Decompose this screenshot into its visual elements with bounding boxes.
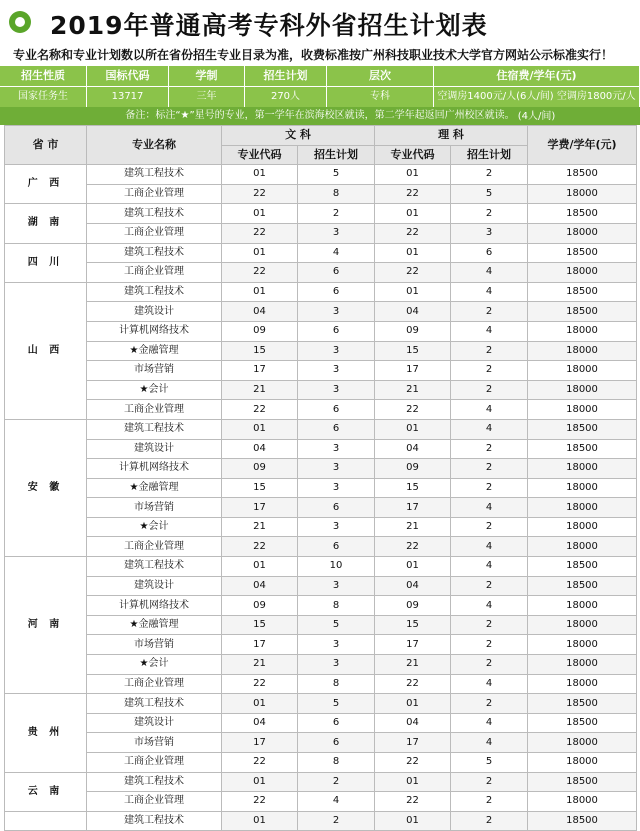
table-row [5, 674, 637, 694]
wenke-plan-cell: 6 [298, 321, 375, 341]
like-plan-cell: 2 [451, 655, 528, 675]
wenke-plan-cell: 3 [298, 459, 375, 479]
info-value-cell: 三年 [169, 87, 245, 107]
wenke-code-cell: 01 [222, 772, 298, 792]
table-row [5, 772, 637, 792]
like-code-cell: 22 [375, 184, 451, 204]
table-row [5, 635, 637, 655]
major-cell: 建筑工程技术 [87, 204, 222, 224]
header-like: 理 科 [375, 126, 528, 146]
like-code-cell: 22 [375, 753, 451, 773]
table-row [5, 243, 637, 263]
wenke-code-cell: 22 [222, 753, 298, 773]
like-code-cell: 09 [375, 459, 451, 479]
like-code-cell: 01 [375, 557, 451, 577]
major-cell: 建筑设计 [87, 713, 222, 733]
like-code-cell: 15 [375, 478, 451, 498]
like-code-cell: 15 [375, 615, 451, 635]
info-header-cell: 层次 [327, 66, 434, 86]
like-code-cell: 21 [375, 655, 451, 675]
province-cell: 四 川 [5, 243, 87, 282]
enrollment-table [4, 125, 637, 831]
like-code-cell: 01 [375, 811, 451, 831]
header-major: 专业名称 [87, 126, 222, 165]
info-header-cell: 住宿费/学年(元) [434, 66, 640, 86]
wenke-code-cell: 15 [222, 341, 298, 361]
table-row [5, 517, 637, 537]
wenke-plan-cell: 2 [298, 204, 375, 224]
like-code-cell: 01 [375, 204, 451, 224]
wenke-code-cell: 04 [222, 302, 298, 322]
header-wenke-plan: 招生计划 [298, 145, 375, 165]
fee-cell: 18000 [528, 674, 637, 694]
wenke-code-cell: 01 [222, 165, 298, 185]
major-cell: 计算机网络技术 [87, 596, 222, 616]
wenke-code-cell: 01 [222, 204, 298, 224]
table-body [5, 165, 637, 831]
wenke-plan-cell: 8 [298, 184, 375, 204]
like-code-cell: 17 [375, 635, 451, 655]
province-cell: 安 徽 [5, 419, 87, 556]
wenke-code-cell: 15 [222, 478, 298, 498]
wenke-plan-cell: 3 [298, 223, 375, 243]
like-code-cell: 17 [375, 733, 451, 753]
major-cell: 建筑工程技术 [87, 557, 222, 577]
wenke-plan-cell: 3 [298, 361, 375, 381]
table-row [5, 694, 637, 714]
like-plan-cell: 4 [451, 263, 528, 283]
fee-cell: 18000 [528, 615, 637, 635]
fee-cell: 18500 [528, 713, 637, 733]
major-cell: 市场营销 [87, 635, 222, 655]
table-row [5, 361, 637, 381]
like-code-cell: 15 [375, 341, 451, 361]
fee-cell: 18000 [528, 498, 637, 518]
like-code-cell: 01 [375, 243, 451, 263]
like-plan-cell: 4 [451, 733, 528, 753]
wenke-plan-cell: 6 [298, 282, 375, 302]
info-value-cell: 270人 [245, 87, 327, 107]
header-fee: 学费/学年(元) [528, 126, 637, 165]
major-cell: ★金融管理 [87, 615, 222, 635]
like-plan-cell: 5 [451, 184, 528, 204]
remark-line: 备注：标注“★”星号的专业，第一学年在滨海校区就读，第二学年起返回广州校区就读。 [0, 107, 640, 125]
table-row [5, 184, 637, 204]
like-plan-cell: 2 [451, 772, 528, 792]
like-code-cell: 22 [375, 537, 451, 557]
like-code-cell: 09 [375, 596, 451, 616]
table-row [5, 811, 637, 831]
wenke-code-cell: 04 [222, 713, 298, 733]
major-cell: ★会计 [87, 655, 222, 675]
wenke-plan-cell: 6 [298, 713, 375, 733]
wenke-code-cell: 04 [222, 576, 298, 596]
major-cell: ★会计 [87, 517, 222, 537]
header-wenke-code: 专业代码 [222, 145, 298, 165]
wenke-code-cell: 17 [222, 498, 298, 518]
fee-cell: 18000 [528, 223, 637, 243]
fee-cell: 18000 [528, 792, 637, 812]
info-value-cell: 国家任务生 [0, 87, 87, 107]
major-cell: 市场营销 [87, 361, 222, 381]
fee-cell: 18000 [528, 517, 637, 537]
like-plan-cell: 4 [451, 713, 528, 733]
table-row [5, 733, 637, 753]
like-plan-cell: 4 [451, 674, 528, 694]
major-cell: 市场营销 [87, 498, 222, 518]
table-row [5, 557, 637, 577]
like-plan-cell: 2 [451, 459, 528, 479]
table-row [5, 302, 637, 322]
wenke-plan-cell: 6 [298, 537, 375, 557]
table-row [5, 439, 637, 459]
fee-cell: 18500 [528, 419, 637, 439]
wenke-code-cell: 17 [222, 635, 298, 655]
fee-cell: 18500 [528, 694, 637, 714]
header-like-plan: 招生计划 [451, 145, 528, 165]
like-plan-cell: 4 [451, 557, 528, 577]
wenke-plan-cell: 6 [298, 400, 375, 420]
table-row [5, 576, 637, 596]
like-plan-cell: 2 [451, 204, 528, 224]
like-plan-cell: 2 [451, 811, 528, 831]
page-title: 2019年普通高考专科外省招生计划表 [50, 11, 488, 40]
table-row [5, 713, 637, 733]
like-plan-cell: 2 [451, 576, 528, 596]
table-row [5, 498, 637, 518]
major-cell: 建筑工程技术 [87, 694, 222, 714]
info-header-row [0, 66, 640, 86]
major-cell: 工商企业管理 [87, 753, 222, 773]
fee-cell: 18500 [528, 302, 637, 322]
info-value-cell: 专科 [327, 87, 434, 107]
province-cell: 河 南 [5, 557, 87, 694]
like-code-cell: 01 [375, 419, 451, 439]
fee-cell: 18500 [528, 576, 637, 596]
table-row [5, 655, 637, 675]
province-cell: 贵 州 [5, 694, 87, 772]
wenke-plan-cell: 2 [298, 772, 375, 792]
like-code-cell: 17 [375, 361, 451, 381]
info-header-cell: 国标代码 [87, 66, 169, 86]
like-code-cell: 04 [375, 302, 451, 322]
like-code-cell: 01 [375, 165, 451, 185]
table-row [5, 753, 637, 773]
circle-bullet-icon [9, 11, 31, 33]
table-row [5, 380, 637, 400]
wenke-code-cell: 22 [222, 263, 298, 283]
wenke-plan-cell: 3 [298, 635, 375, 655]
major-cell: 工商企业管理 [87, 223, 222, 243]
wenke-plan-cell: 8 [298, 674, 375, 694]
like-code-cell: 04 [375, 439, 451, 459]
like-plan-cell: 4 [451, 498, 528, 518]
wenke-code-cell: 09 [222, 459, 298, 479]
major-cell: 工商企业管理 [87, 184, 222, 204]
wenke-code-cell: 04 [222, 439, 298, 459]
fee-cell: 18000 [528, 321, 637, 341]
like-code-cell: 22 [375, 792, 451, 812]
major-cell: 工商企业管理 [87, 537, 222, 557]
major-cell: 建筑工程技术 [87, 811, 222, 831]
fee-cell: 18500 [528, 811, 637, 831]
info-header-cell: 招生性质 [0, 66, 87, 86]
wenke-plan-cell: 3 [298, 517, 375, 537]
table-row [5, 459, 637, 479]
wenke-plan-cell: 3 [298, 478, 375, 498]
table-row [5, 537, 637, 557]
wenke-code-cell: 01 [222, 811, 298, 831]
major-cell: 建筑工程技术 [87, 282, 222, 302]
info-value-cell: 空调房1400元/人(6人/间) 空调房1800元/人(4人/间) [434, 87, 640, 107]
like-plan-cell: 5 [451, 753, 528, 773]
fee-cell: 18000 [528, 400, 637, 420]
wenke-code-cell: 17 [222, 361, 298, 381]
like-code-cell: 01 [375, 282, 451, 302]
fee-cell: 18000 [528, 478, 637, 498]
wenke-plan-cell: 5 [298, 694, 375, 714]
wenke-plan-cell: 6 [298, 733, 375, 753]
wenke-plan-cell: 4 [298, 792, 375, 812]
wenke-plan-cell: 5 [298, 615, 375, 635]
table-row [5, 321, 637, 341]
like-plan-cell: 2 [451, 341, 528, 361]
like-plan-cell: 6 [451, 243, 528, 263]
like-code-cell: 21 [375, 517, 451, 537]
like-plan-cell: 2 [451, 165, 528, 185]
like-code-cell: 22 [375, 400, 451, 420]
table-row [5, 400, 637, 420]
fee-cell: 18000 [528, 596, 637, 616]
like-plan-cell: 2 [451, 517, 528, 537]
wenke-code-cell: 22 [222, 674, 298, 694]
wenke-code-cell: 15 [222, 615, 298, 635]
fee-cell: 18500 [528, 772, 637, 792]
like-code-cell: 21 [375, 380, 451, 400]
major-cell: ★金融管理 [87, 478, 222, 498]
header-province: 省 市 [5, 126, 87, 165]
like-code-cell: 22 [375, 263, 451, 283]
table-row [5, 419, 637, 439]
like-code-cell: 09 [375, 321, 451, 341]
wenke-plan-cell: 3 [298, 655, 375, 675]
wenke-code-cell: 09 [222, 321, 298, 341]
table-row [5, 341, 637, 361]
fee-cell: 18000 [528, 184, 637, 204]
fee-cell: 18000 [528, 361, 637, 381]
like-plan-cell: 2 [451, 302, 528, 322]
province-cell [5, 811, 87, 831]
like-plan-cell: 3 [451, 223, 528, 243]
like-plan-cell: 4 [451, 596, 528, 616]
table-row [5, 792, 637, 812]
wenke-code-cell: 01 [222, 557, 298, 577]
province-cell: 湖 南 [5, 204, 87, 243]
fee-cell: 18000 [528, 733, 637, 753]
like-code-cell: 01 [375, 772, 451, 792]
table-row [5, 596, 637, 616]
info-value-cell: 13717 [87, 87, 169, 107]
notice-line: 专业名称和专业计划数以所在省份招生专业目录为准，收费标准按广州科技职业技术大学官方网站公示标准实行！ [13, 48, 614, 62]
like-plan-cell: 4 [451, 419, 528, 439]
province-cell: 山 西 [5, 282, 87, 419]
like-plan-cell: 2 [451, 615, 528, 635]
like-plan-cell: 2 [451, 361, 528, 381]
like-plan-cell: 4 [451, 321, 528, 341]
wenke-code-cell: 21 [222, 655, 298, 675]
wenke-plan-cell: 5 [298, 165, 375, 185]
major-cell: 建筑设计 [87, 439, 222, 459]
wenke-plan-cell: 10 [298, 557, 375, 577]
wenke-plan-cell: 2 [298, 811, 375, 831]
title-bar [0, 0, 640, 44]
fee-cell: 18000 [528, 263, 637, 283]
major-cell: 计算机网络技术 [87, 321, 222, 341]
wenke-code-cell: 01 [222, 419, 298, 439]
fee-cell: 18500 [528, 557, 637, 577]
major-cell: 市场营销 [87, 733, 222, 753]
like-plan-cell: 2 [451, 792, 528, 812]
wenke-plan-cell: 6 [298, 419, 375, 439]
like-plan-cell: 4 [451, 400, 528, 420]
wenke-plan-cell: 8 [298, 596, 375, 616]
like-plan-cell: 2 [451, 478, 528, 498]
table-row [5, 282, 637, 302]
wenke-code-cell: 01 [222, 282, 298, 302]
major-cell: 工商企业管理 [87, 674, 222, 694]
wenke-code-cell: 21 [222, 380, 298, 400]
fee-cell: 18500 [528, 204, 637, 224]
info-header-cell: 招生计划 [245, 66, 327, 86]
table-row [5, 204, 637, 224]
fee-cell: 18000 [528, 635, 637, 655]
wenke-plan-cell: 6 [298, 498, 375, 518]
province-cell: 云 南 [5, 772, 87, 811]
major-cell: 建筑工程技术 [87, 772, 222, 792]
fee-cell: 18000 [528, 380, 637, 400]
table-row [5, 263, 637, 283]
major-cell: 建筑设计 [87, 302, 222, 322]
major-cell: 建筑工程技术 [87, 165, 222, 185]
fee-cell: 18000 [528, 459, 637, 479]
fee-cell: 18000 [528, 537, 637, 557]
like-code-cell: 17 [375, 498, 451, 518]
major-cell: 计算机网络技术 [87, 459, 222, 479]
like-code-cell: 01 [375, 694, 451, 714]
like-code-cell: 22 [375, 223, 451, 243]
major-cell: 工商企业管理 [87, 263, 222, 283]
wenke-plan-cell: 4 [298, 243, 375, 263]
major-cell: 建筑设计 [87, 576, 222, 596]
major-cell: 工商企业管理 [87, 792, 222, 812]
major-cell: 工商企业管理 [87, 400, 222, 420]
wenke-code-cell: 22 [222, 400, 298, 420]
province-cell: 广 西 [5, 165, 87, 204]
fee-cell: 18500 [528, 243, 637, 263]
table-row [5, 165, 637, 185]
header-wenke: 文 科 [222, 126, 375, 146]
table-row [5, 478, 637, 498]
wenke-plan-cell: 3 [298, 380, 375, 400]
wenke-code-cell: 01 [222, 694, 298, 714]
wenke-code-cell: 01 [222, 243, 298, 263]
wenke-code-cell: 22 [222, 223, 298, 243]
wenke-plan-cell: 3 [298, 341, 375, 361]
like-code-cell: 22 [375, 674, 451, 694]
fee-cell: 18500 [528, 282, 637, 302]
wenke-plan-cell: 3 [298, 576, 375, 596]
wenke-code-cell: 22 [222, 184, 298, 204]
like-plan-cell: 2 [451, 439, 528, 459]
table-row [5, 223, 637, 243]
major-cell: ★会计 [87, 380, 222, 400]
wenke-plan-cell: 3 [298, 439, 375, 459]
wenke-plan-cell: 6 [298, 263, 375, 283]
like-plan-cell: 4 [451, 537, 528, 557]
header-like-code: 专业代码 [375, 145, 451, 165]
wenke-code-cell: 17 [222, 733, 298, 753]
like-plan-cell: 2 [451, 635, 528, 655]
like-code-cell: 04 [375, 713, 451, 733]
fee-cell: 18500 [528, 439, 637, 459]
fee-cell: 18000 [528, 341, 637, 361]
like-code-cell: 04 [375, 576, 451, 596]
wenke-code-cell: 22 [222, 792, 298, 812]
like-plan-cell: 2 [451, 694, 528, 714]
info-header-cell: 学制 [169, 66, 245, 86]
wenke-code-cell: 22 [222, 537, 298, 557]
fee-cell: 18000 [528, 753, 637, 773]
wenke-plan-cell: 8 [298, 753, 375, 773]
wenke-plan-cell: 3 [298, 302, 375, 322]
major-cell: ★金融管理 [87, 341, 222, 361]
major-cell: 建筑工程技术 [87, 419, 222, 439]
wenke-code-cell: 09 [222, 596, 298, 616]
wenke-code-cell: 21 [222, 517, 298, 537]
major-cell: 建筑工程技术 [87, 243, 222, 263]
like-plan-cell: 4 [451, 282, 528, 302]
table-row [5, 615, 637, 635]
like-plan-cell: 2 [451, 380, 528, 400]
fee-cell: 18000 [528, 655, 637, 675]
fee-cell: 18500 [528, 165, 637, 185]
